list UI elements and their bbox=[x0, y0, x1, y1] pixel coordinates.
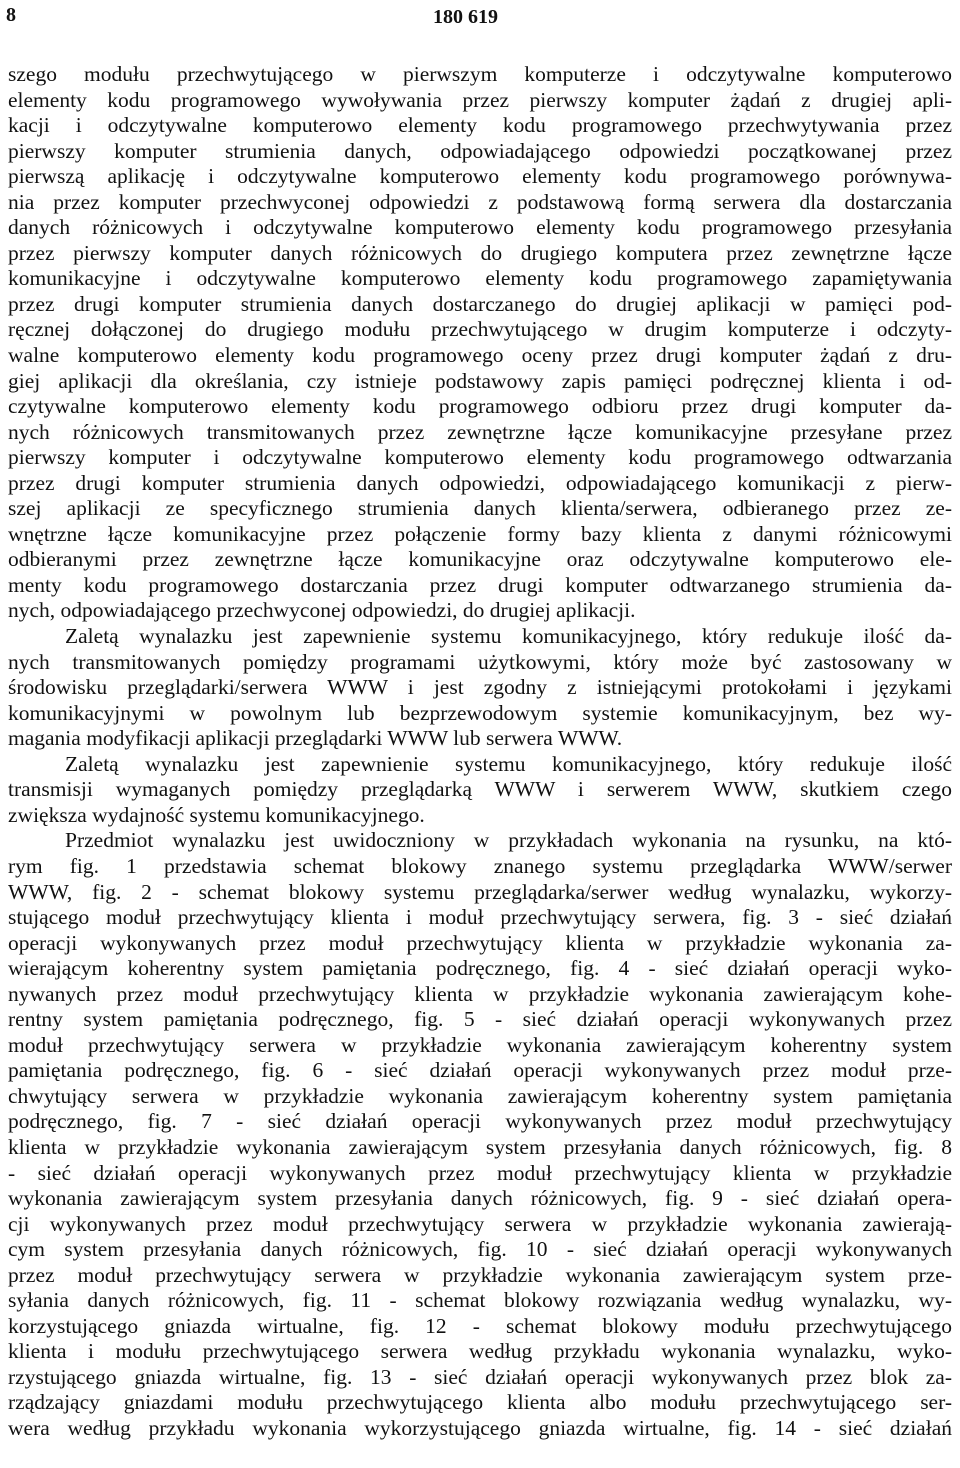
text-line: cym system przesyłania danych różnicowych, fig. 10 - sieć działań operacji wykonywanych bbox=[8, 1237, 952, 1262]
page-header bbox=[0, 2, 960, 32]
text-line: elementy kodu programowego wywoływania przez pierwszy komputer żądań z drugiej apli- bbox=[8, 87, 952, 112]
text-line: pierwszą aplikację i odczytywalne komputerowo elementy kodu programowego porównywa- bbox=[8, 164, 952, 189]
text-line: cji wykonywanych przez moduł przechwytujący serwera w przykładzie wykonania zawierają- bbox=[8, 1211, 952, 1236]
patent-number: 180 619 bbox=[433, 6, 498, 28]
text-line: magania modyfikacji aplikacji przeglądarki WWW lub serwera WWW. bbox=[8, 726, 623, 751]
text-line: pierwszy komputer strumienia danych, odpowiadającego odpowiedzi początkowanej przez bbox=[8, 138, 952, 163]
text-line: wnętrzne łącze komunikacyjne przez połączenie formy bazy klienta z danymi różnicowymi bbox=[8, 521, 952, 546]
text-line: klienta w przykładzie wykonania zawierającym system przesyłania danych różnicowych, fig. 8 bbox=[8, 1134, 952, 1159]
text-line: rentny system pamiętania podręcznego, fig. 5 - sieć działań operacji wykonywanych przez bbox=[8, 1007, 952, 1032]
text-line: wykonania zawierającym system przesyłania danych różnicowych, fig. 9 - sieć działań opera- bbox=[8, 1186, 952, 1211]
text-line: podręcznego, fig. 7 - sieć działań operacji wykonywanych przez moduł przechwytujący bbox=[8, 1109, 952, 1134]
text-line: środowisku przeglądarki/serwera WWW i jest zgodny z istniejącymi protokołami i językami bbox=[8, 675, 952, 700]
text-line: rzystującego gniazda wirtualne, fig. 13 - sieć działań operacji wykonywanych przez blok za- bbox=[8, 1364, 952, 1389]
text-line: komunikacyjne i odczytywalne komputerowo elementy kodu programowego zapamiętywania bbox=[8, 266, 952, 291]
text-line: pierwszy komputer i odczytywalne komputerowo elementy kodu programowego odtwarzania bbox=[8, 445, 952, 470]
text-line: Przedmiot wynalazku jest uwidoczniony w przykładach wykonania na rysunku, na któ- bbox=[65, 828, 952, 853]
text-line: giej aplikacji dla określania, czy istnieje podstawowy zapis pamięci podręcznej klienta i od- bbox=[8, 368, 952, 393]
text-line: transmisji wymaganych pomiędzy przeglądarką WWW i serwerem WWW, skutkiem czego bbox=[8, 777, 952, 802]
text-line: danych różnicowych i odczytywalne komputerowo elementy kodu programowego przesyłania bbox=[8, 215, 952, 240]
text-line: przez drugi komputer strumienia danych odpowiedzi, odpowiadającego komunikacji z pierw- bbox=[8, 470, 952, 495]
text-line: syłania danych różnicowych, fig. 11 - schemat blokowy rozwiązania według wynalazku, wy- bbox=[8, 1288, 952, 1313]
text-line: szej aplikacji ze specyficznego strumienia danych klienta/serwera, odbieranego przez ze- bbox=[8, 496, 952, 521]
text-line: pamiętania podręcznego, fig. 6 - sieć działań operacji wykonywanych przez moduł prze- bbox=[8, 1058, 952, 1083]
text-line: przez moduł przechwytujący serwera w przykładzie wykonania zawierającym system prze- bbox=[8, 1262, 952, 1287]
text-line: klienta i modułu przechwytującego serwera według przykładu wykonania wynalazku, wyko- bbox=[8, 1339, 952, 1364]
text-line: stującego moduł przechwytujący klienta i moduł przechwytujący serwera, fig. 3 - sieć działań bbox=[8, 905, 952, 930]
text-line: korzystującego gniazda wirtualne, fig. 12 - schemat blokowy modułu przechwytującego bbox=[8, 1313, 952, 1338]
text-line: nywanych przez moduł przechwytujący klienta w przykładzie wykonania zawierającym kohe- bbox=[8, 981, 952, 1006]
text-line: przez pierwszy komputer danych różnicowych do drugiego komputera przez zewnętrzne łącze bbox=[8, 240, 952, 265]
text-line: operacji wykonywanych przez moduł przechwytujący klienta w przykładzie wykonania za- bbox=[8, 930, 952, 955]
text-line: WWW, fig. 2 - schemat blokowy systemu przeglądarka/serwer według wynalazku, wykorzy- bbox=[8, 879, 952, 904]
text-line: walne komputerowo elementy kodu programowego oceny przez drugi komputer żądań z dru- bbox=[8, 343, 952, 368]
text-line: wera według przykładu wykonania wykorzystującego gniazda wirtualne, fig. 14 - sieć działań bbox=[8, 1415, 952, 1440]
text-line: moduł przechwytujący serwera w przykładzie wykonania zawierającym koherentny system bbox=[8, 1032, 952, 1057]
text-line: ręcznej dołączonej do drugiego modułu przechwytującego w drugim komputerze i odczyty- bbox=[8, 317, 952, 342]
text-line: rządzający gniazdami modułu przechwytującego klienta albo modułu przechwytującego ser- bbox=[8, 1390, 952, 1415]
text-line: Zaletą wynalazku jest zapewnienie systemu komunikacyjnego, który redukuje ilość da- bbox=[65, 624, 952, 649]
text-line: nia przez komputer przechwyconej odpowiedzi z podstawową formą serwera dla dostarczania bbox=[8, 189, 952, 214]
text-line: zwiększa wydajność systemu komunikacyjnego. bbox=[8, 802, 425, 827]
text-line: przez drugi komputer strumienia danych dostarczanego do drugiej aplikacji w pamięci pod- bbox=[8, 291, 952, 316]
text-line: czytywalne komputerowo elementy kodu programowego odbioru przez drugi komputer da- bbox=[8, 394, 952, 419]
text-line: nych różnicowych transmitowanych przez zewnętrzne łącze komunikacyjne przesyłane przez bbox=[8, 419, 952, 444]
text-line: szego modułu przechwytującego w pierwszym komputerze i odczytywalne komputerowo bbox=[8, 62, 952, 86]
text-line: menty kodu programowego dostarczania przez drugi komputer odtwarzanego strumienia da- bbox=[8, 572, 952, 597]
text-line: wierającym koherentny system pamiętania podręcznego, fig. 4 - sieć działań operacji wyko- bbox=[8, 956, 952, 981]
text-line: Zaletą wynalazku jest zapewnienie systemu komunikacyjnego, który redukuje ilość bbox=[65, 751, 952, 776]
text-line: chwytujący serwera w przykładzie wykonania zawierającym koherentny system pamiętania bbox=[8, 1083, 952, 1108]
body-text bbox=[8, 62, 952, 1442]
text-line: rym fig. 1 przedstawia schemat blokowy znanego systemu przeglądarka WWW/serwer bbox=[8, 853, 952, 878]
text-line: - sieć działań operacji wykonywanych przez moduł przechwytujący klienta w przykładzie bbox=[8, 1160, 952, 1185]
text-line: nych, odpowiadającego przechwyconej odpowiedzi, do drugiej aplikacji. bbox=[8, 598, 636, 623]
text-line: komunikacyjnymi w powolnym lub bezprzewodowym systemie komunikacyjnym, bez wy- bbox=[8, 700, 952, 725]
page-number: 8 bbox=[6, 4, 16, 26]
text-line: odbieranymi przez zewnętrzne łącze komunikacyjne oraz odczytywalne komputerowo ele- bbox=[8, 547, 952, 572]
text-line: kacji i odczytywalne komputerowo elementy kodu programowego przechwytywania przez bbox=[8, 113, 952, 138]
text-line: nych transmitowanych pomiędzy programami użytkowymi, który może być zastosowany w bbox=[8, 649, 952, 674]
